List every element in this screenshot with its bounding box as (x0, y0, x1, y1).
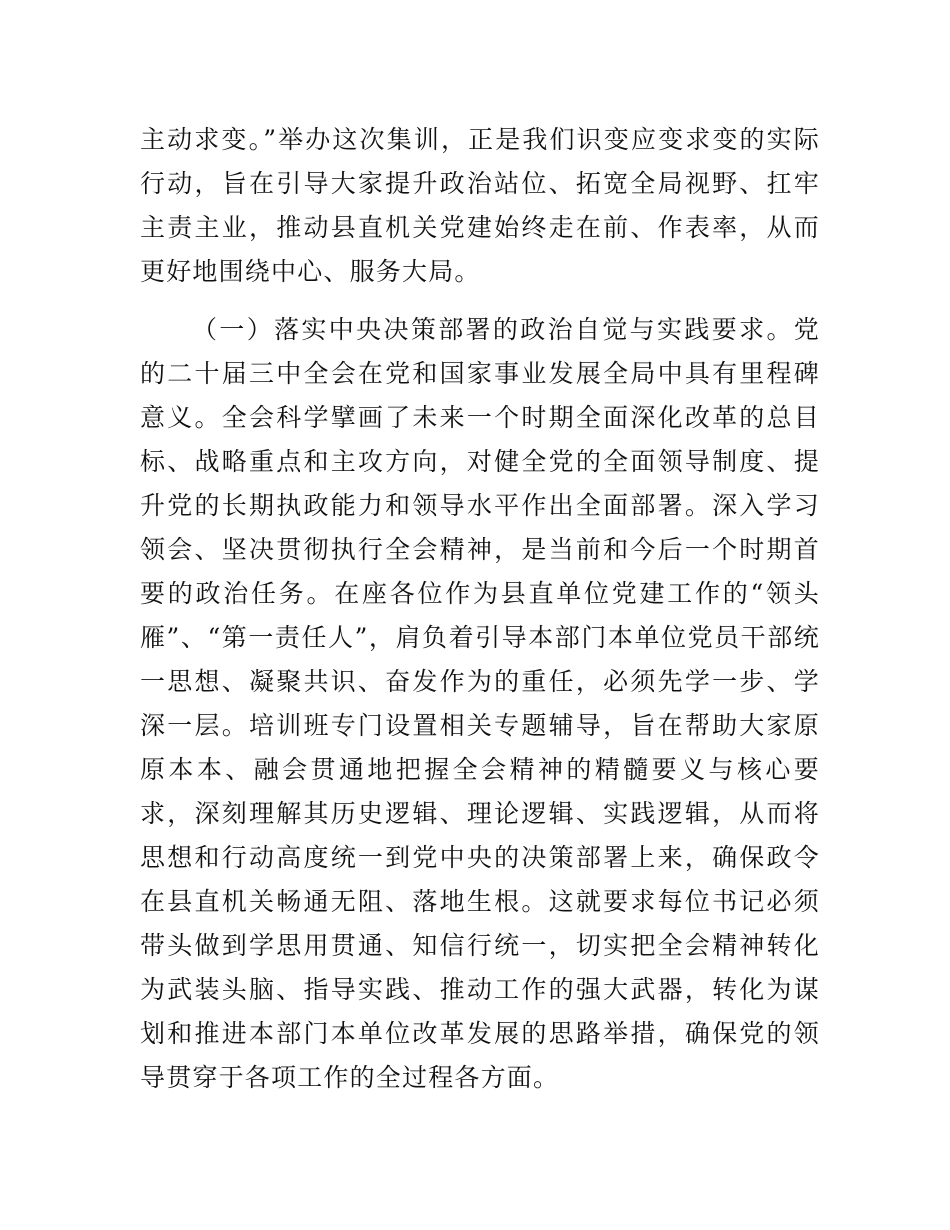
document-body (140, 118, 820, 1100)
paragraph-continuation: 主动求变。”举办这次集训，正是我们识变应变求变的实际行动，旨在引导大家提升政治站位、拓宽全局视野、扛牢主责主业，推动县直机关党建始终走在前、作表率，从而更好地围绕中心、服务大局。 (140, 125, 820, 286)
paragraph-section-one: （一）落实中央决策部署的政治自觉与实践要求。党的二十届三中全会在党和国家事业发展全局中具有里程碑意义。全会科学擘画了未来一个时期全面深化改革的总目标、战略重点和主攻方向，对健全党的全面领导制度、提升党的长期执政能力和领导水平作出全面部署。深入学习领会、坚决贯彻执行全会精神，是当前和今后一个时期首要的政治任务。在座各位作为县直单位党建工作的“领头雁”、“第一责任人”，肩负着引导本部门本单位党员干部统一思想、凝聚共识、奋发作为的重任，必须先学一步、学深一层。培训班专门设置相关专题辅导，旨在帮助大家原原本本、融会贯通地把握全会精神的精髓要义与核心要求，深刻理解其历史逻辑、理论逻辑、实践逻辑，从而将思想和行动高度统一到党中央的决策部署上来，确保政令在县直机关畅通无阻、落地生根。这就要求每位书记必须带头做到学思用贯通、知信行统一，切实把全会精神转化为武装头脑、指导实践、推动工作的强大武器，转化为谋划和推进本部门本单位改革发展的思路举措，确保党的领导贯穿于各项工作的全过程各方面。 (140, 315, 820, 1092)
